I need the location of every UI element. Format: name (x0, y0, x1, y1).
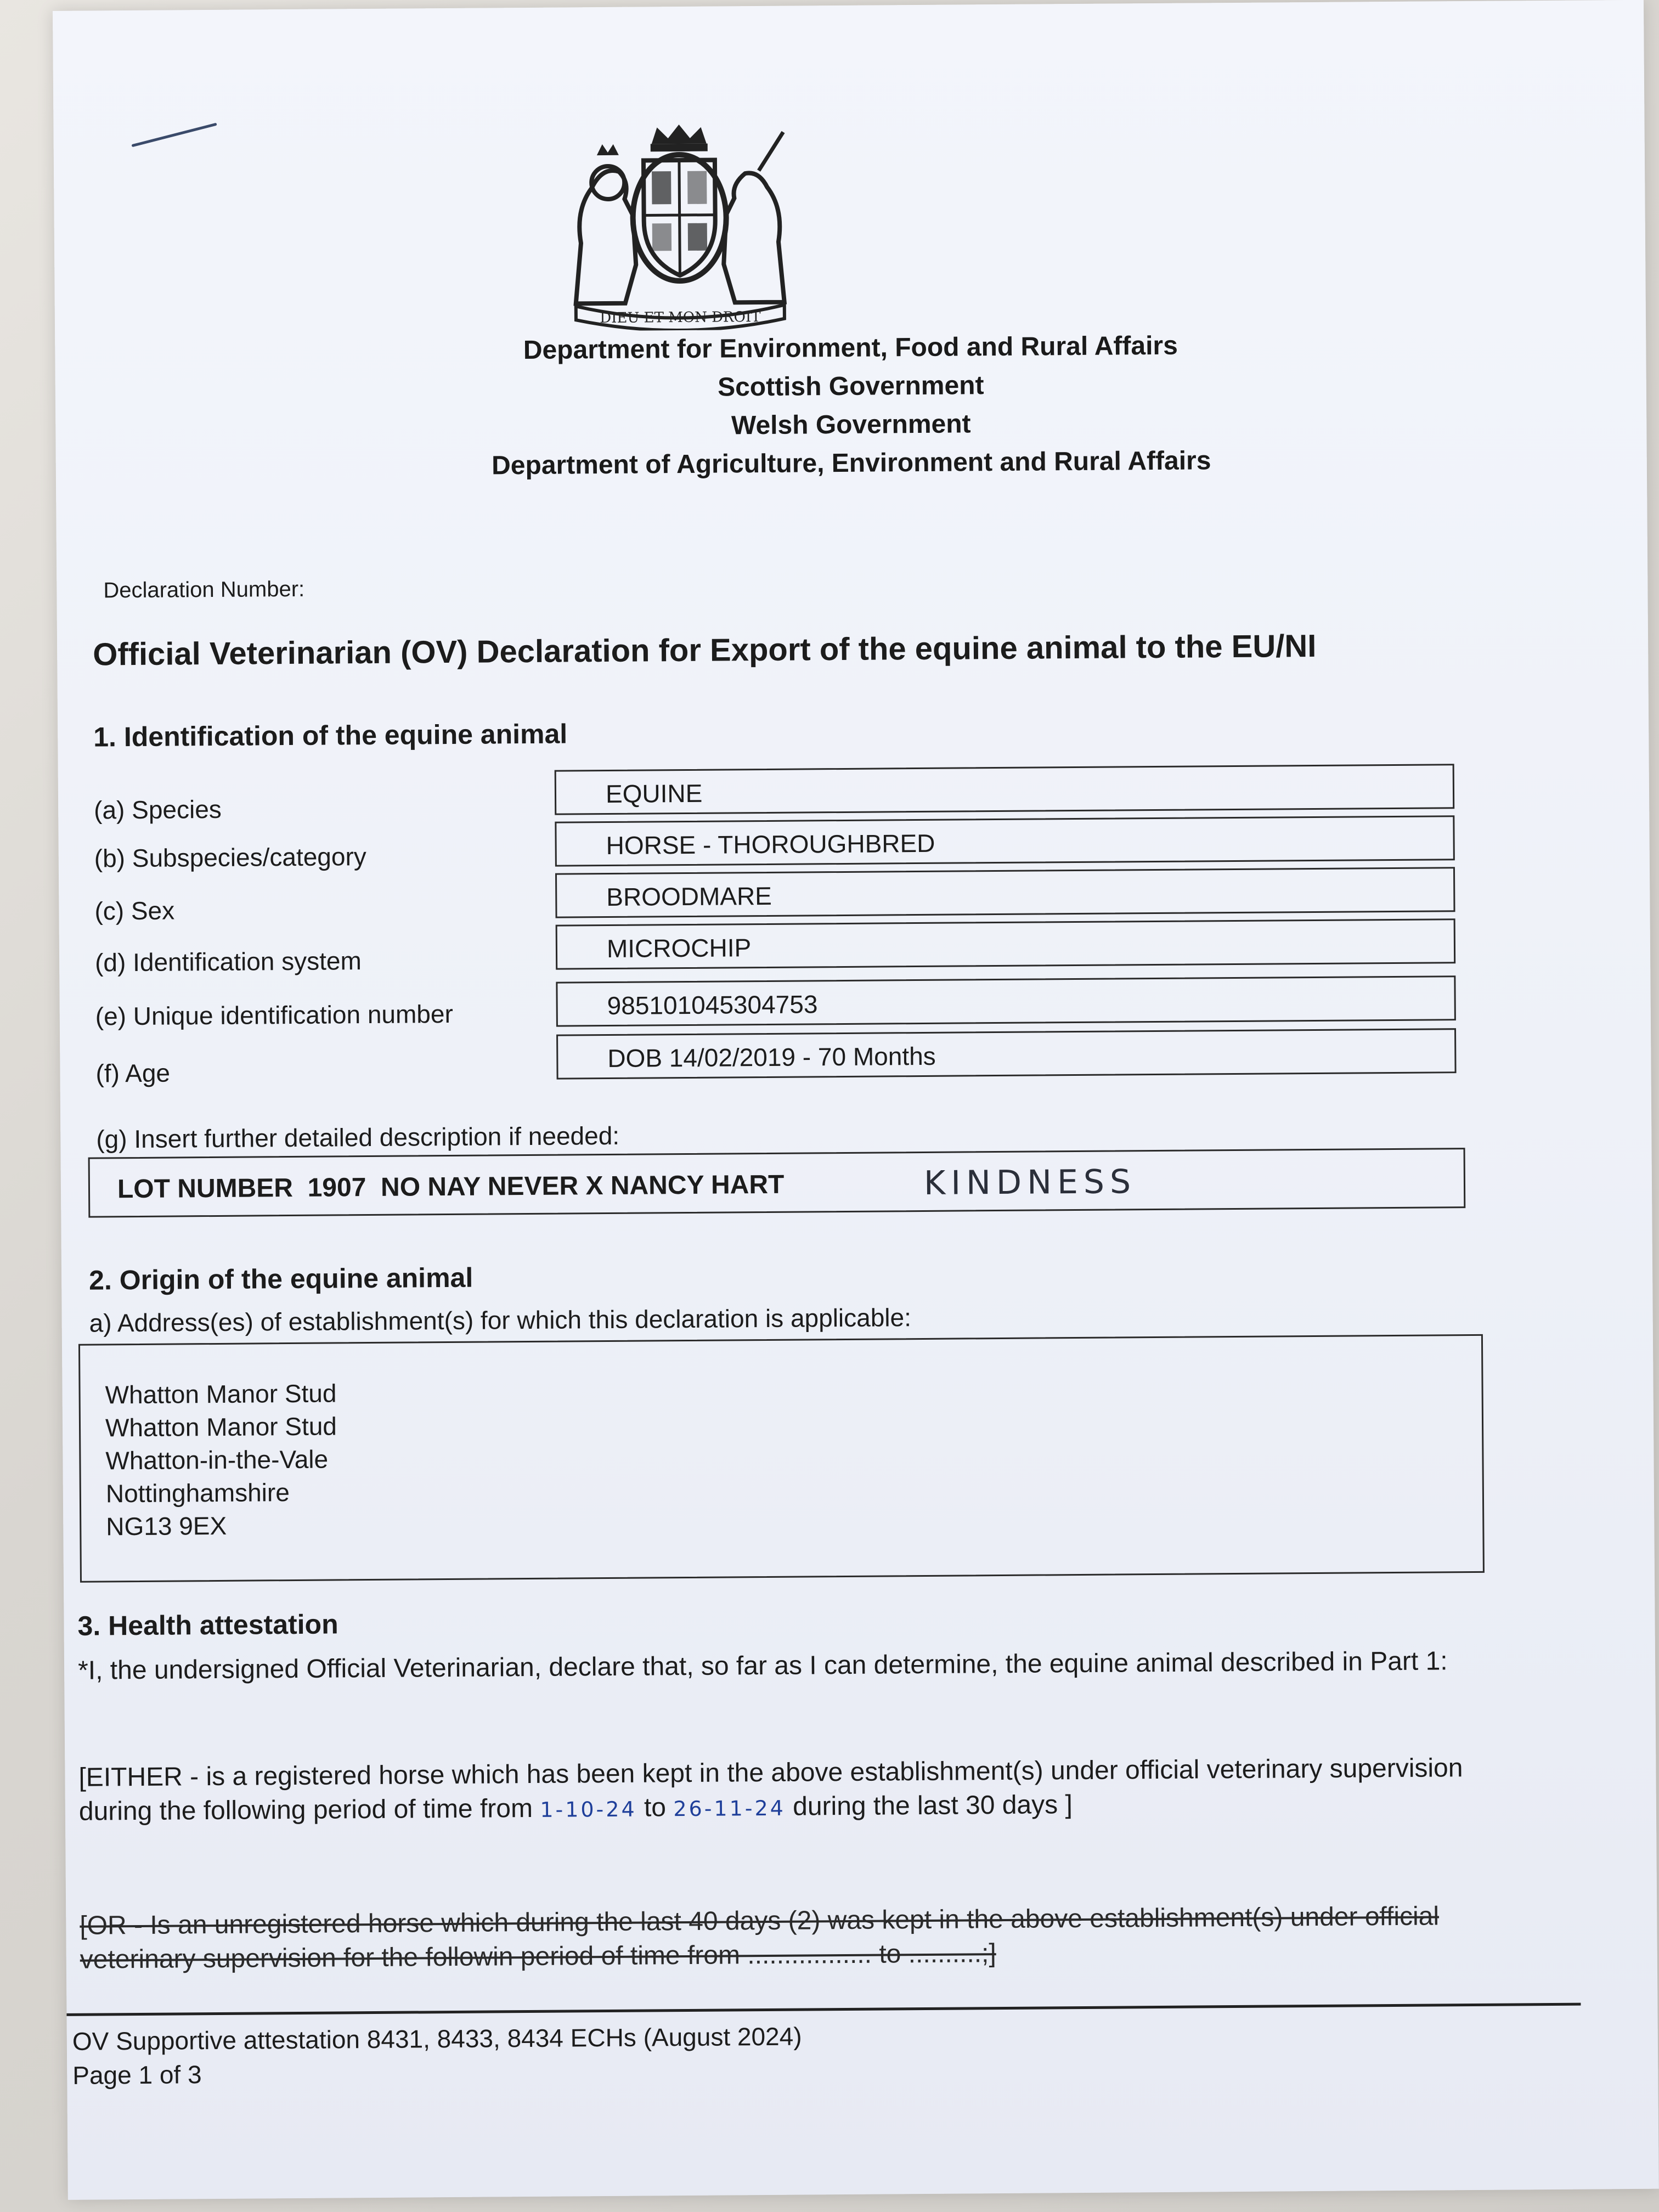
handwritten-name: KINDNESS (923, 1163, 1137, 1203)
field-label-sex: (c) Sex (94, 896, 175, 926)
either-clause (78, 1751, 1533, 1830)
royal-coat-of-arms-icon (541, 121, 817, 331)
description-value: LOT NUMBER 1907 NO NAY NEVER X NANCY HART (117, 1170, 785, 1204)
document-page (53, 0, 1659, 2200)
either-to-word: to (644, 1793, 667, 1822)
handwritten-from-date: 1-10-24 (540, 1797, 637, 1822)
field-value-species: EQUINE (555, 764, 1455, 815)
or-clause-struck: [OR - Is an unregistered horse which during the last 40 days (2) was kept in the above establishment(s) under official veterinary supervision for the followin period of time from ................. to ..........;] (80, 1901, 1440, 1974)
health-attestation-intro: *I, the undersigned Official Veterinarian, declare that, so far as I can determine, the equine animal described in Part 1: (77, 1646, 1448, 1685)
department-line: Welsh Government (731, 409, 971, 441)
svg-text:DIEU ET MON DROIT: DIEU ET MON DROIT (600, 309, 761, 327)
field-label-age: (f) Age (95, 1058, 171, 1088)
field-value-age: DOB 14/02/2019 - 70 Months (556, 1028, 1457, 1079)
department-line: Department for Environment, Food and Rural Affairs (523, 331, 1178, 365)
department-line: Department of Agriculture, Environment and Rural Affairs (491, 446, 1211, 481)
field-value-subspecies: HORSE - THOROUGHBRED (555, 815, 1455, 866)
handwritten-to-date: 26-11-24 (673, 1796, 786, 1821)
field-value-sex: BROODMARE (555, 867, 1455, 918)
section2-title: 2. Origin of the equine animal (88, 1262, 473, 1296)
address-line: Whatton-in-the-Vale (105, 1444, 329, 1475)
address-box (78, 1334, 1485, 1583)
page-title: Official Veterinarian (OV) Declaration for Export of the equine animal to the EU/NI (92, 628, 1317, 673)
either-clause-suffix: during the last 30 days ] (792, 1790, 1073, 1821)
address-line: Whatton Manor Stud (105, 1379, 337, 1409)
address-line: Nottinghamshire (105, 1478, 290, 1508)
field-label-subspecies: (b) Subspecies/category (94, 842, 366, 873)
either-clause-text: [EITHER - is a registered horse which has been kept in the above establishment(s) under official veterinary supervision during the following period of time from (78, 1753, 1463, 1826)
footer (72, 2019, 803, 2092)
description-label: (g) Insert further detailed description if needed: (96, 1121, 620, 1154)
section3-title: 3. Health attestation (77, 1609, 338, 1641)
field-label-unique-id: (e) Unique identification number (95, 999, 453, 1031)
address-label: a) Address(es) of establishment(s) for which this declaration is applicable: (89, 1303, 912, 1338)
declaration-number-label: Declaration Number: (103, 577, 305, 603)
field-value-identification-system: MICROCHIP (556, 918, 1456, 969)
address-line: Whatton Manor Stud (105, 1412, 337, 1442)
address-line: NG13 9EX (106, 1511, 227, 1541)
department-line: Scottish Government (717, 371, 984, 402)
field-value-unique-id: 985101045304753 (556, 975, 1456, 1026)
field-label-identification-system: (d) Identification system (94, 946, 362, 977)
department-header (55, 324, 1647, 488)
footer-attestation-ref: OV Supportive attestation 8431, 8433, 8434 ECHs (August 2024) (72, 2022, 802, 2056)
page-number: Page 1 of 3 (72, 2060, 202, 2090)
section1-title: 1. Identification of the equine animal (93, 718, 568, 753)
field-label-species: (a) Species (93, 794, 222, 825)
pen-mark (131, 123, 217, 148)
footer-divider (66, 2003, 1581, 2016)
description-box (88, 1148, 1466, 1218)
